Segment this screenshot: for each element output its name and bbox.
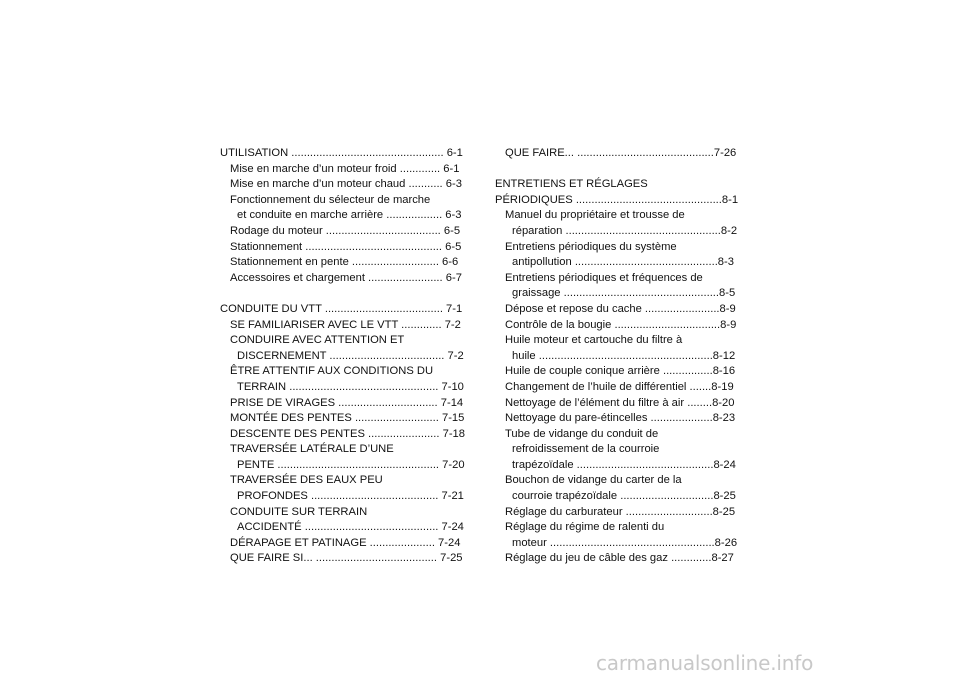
- toc-entry[interactable]: Dépose et repose du cache ........................8-9: [505, 302, 736, 315]
- toc-entry[interactable]: PRISE DE VIRAGES ................................ 7-14: [230, 396, 464, 409]
- toc-entry[interactable]: courroie trapézoïdale ..............................8-25: [512, 490, 736, 503]
- toc-entry[interactable]: CONDUITE SUR TERRAIN: [230, 505, 368, 518]
- toc-entry[interactable]: moteur .....................................................8-26: [512, 536, 738, 549]
- toc-entry[interactable]: Fonctionnement du sélecteur de marche: [230, 193, 431, 206]
- toc-entry[interactable]: PENTE .................................................... 7-20: [237, 458, 465, 471]
- toc-entry[interactable]: DÉRAPAGE ET PATINAGE ..................... 7-24: [230, 536, 461, 549]
- toc-entry[interactable]: TRAVERSÉE DES EAUX PEU: [230, 474, 383, 487]
- toc-spacer: [220, 286, 465, 302]
- toc-entry[interactable]: Mise en marche d’un moteur chaud ........... 6-3: [230, 178, 462, 191]
- toc-entry[interactable]: Nettoyage du pare-étincelles ....................8-23: [505, 412, 736, 425]
- watermark-text: carmanualsonline.info: [596, 651, 814, 675]
- toc-entry[interactable]: Changement de l’huile de différentiel .......8-19: [505, 380, 734, 393]
- toc-entry[interactable]: Huile de couple conique arrière ................8-16: [505, 365, 736, 378]
- toc-entry[interactable]: TRAVERSÉE LATÉRALE D’UNE: [230, 443, 394, 456]
- toc-entry[interactable]: Accessoires et chargement ........................ 6-7: [230, 271, 462, 284]
- toc-entry[interactable]: Tube de vidange du conduit de: [505, 427, 659, 440]
- toc-spacer: [495, 162, 742, 178]
- toc-entry[interactable]: et conduite en marche arrière .................. 6-3: [237, 209, 462, 222]
- toc-entry[interactable]: Stationnement en pente ............................ 6-6: [230, 256, 459, 269]
- toc-section-heading[interactable]: PÉRIODIQUES ...............................................8-1: [495, 193, 739, 206]
- toc-entry[interactable]: refroidissement de la courroie: [512, 443, 660, 456]
- toc-entry[interactable]: Réglage du régime de ralenti du: [505, 521, 665, 534]
- toc-entry[interactable]: CONDUIRE AVEC ATTENTION ET: [230, 334, 405, 347]
- toc-entry[interactable]: huile ........................................................8-12: [512, 349, 736, 362]
- toc-entry[interactable]: SE FAMILIARISER AVEC LE VTT ............. 7-2: [230, 318, 461, 331]
- toc-entry[interactable]: Entretiens périodiques et fréquences de: [505, 271, 703, 284]
- toc-section-heading[interactable]: ENTRETIENS ET RÉGLAGES: [495, 178, 648, 191]
- toc-entry[interactable]: réparation ..................................................8-2: [512, 224, 738, 237]
- toc-section-heading[interactable]: UTILISATION ................................................. 6-1: [220, 147, 463, 159]
- toc-entry[interactable]: MONTÉE DES PENTES ........................... 7-15: [230, 412, 465, 425]
- toc-entry[interactable]: DESCENTE DES PENTES ....................... 7-18: [230, 427, 465, 440]
- toc-entry[interactable]: antipollution ..............................................8-3: [512, 256, 734, 269]
- toc-entry[interactable]: TERRAIN ................................................ 7-10: [237, 380, 464, 393]
- toc-entry[interactable]: Mise en marche d’un moteur froid ............. 6-1: [230, 162, 460, 175]
- toc-entry[interactable]: Manuel du propriétaire et trousse de: [505, 209, 685, 222]
- toc-entry[interactable]: Réglage du carburateur ............................8-25: [505, 505, 736, 518]
- toc-right-column: [495, 146, 742, 567]
- toc-entry[interactable]: ACCIDENTÉ ........................................... 7-24: [237, 521, 464, 534]
- toc-entry[interactable]: Bouchon de vidange du carter de la: [505, 474, 682, 487]
- toc-entry[interactable]: Réglage du jeu de câble des gaz .............8-27: [505, 552, 734, 565]
- toc-entry[interactable]: PROFONDES ......................................... 7-21: [237, 490, 464, 503]
- toc-entry[interactable]: Huile moteur et cartouche du filtre à: [505, 334, 683, 347]
- toc-left-column: [220, 146, 465, 567]
- toc-entry[interactable]: Entretiens périodiques du système: [505, 240, 677, 253]
- toc-entry[interactable]: DISCERNEMENT ..................................... 7-2: [237, 349, 464, 362]
- toc-entry[interactable]: Stationnement ............................................ 6-5: [230, 240, 462, 253]
- toc-entry[interactable]: ÊTRE ATTENTIF AUX CONDITIONS DU: [230, 365, 434, 378]
- toc-entry[interactable]: Nettoyage de l’élément du filtre à air ........8-20: [505, 396, 735, 409]
- toc-entry[interactable]: trapézoïdale ............................................8-24: [512, 458, 736, 471]
- toc-entry[interactable]: QUE FAIRE... ............................................7-26: [505, 147, 737, 159]
- toc-entry[interactable]: graissage ..................................................8-5: [512, 287, 736, 300]
- toc-entry[interactable]: Contrôle de la bougie ..................................8-9: [505, 318, 737, 331]
- toc-entry[interactable]: Rodage du moteur ..................................... 6-5: [230, 224, 461, 237]
- toc-entry[interactable]: QUE FAIRE SI... ....................................... 7-25: [230, 552, 463, 565]
- toc-section-heading[interactable]: CONDUITE DU VTT ...................................... 7-1: [220, 302, 463, 315]
